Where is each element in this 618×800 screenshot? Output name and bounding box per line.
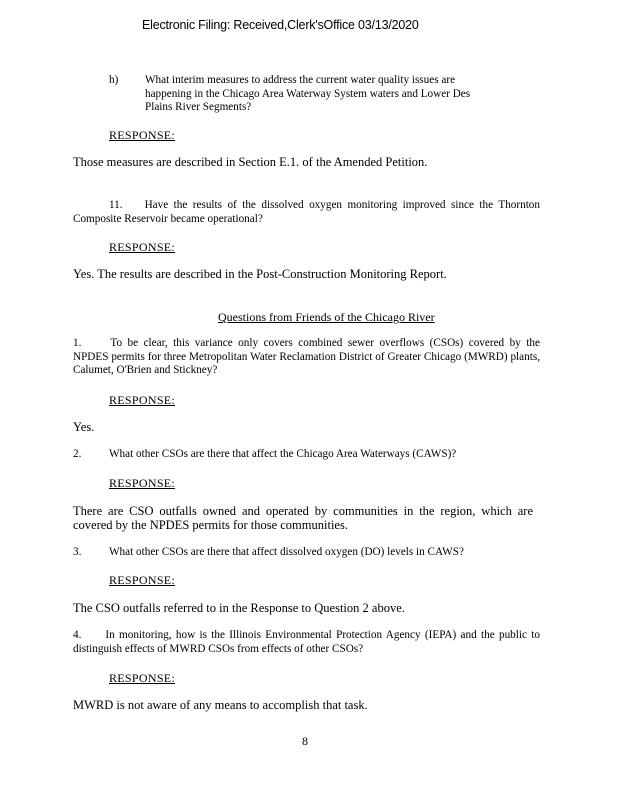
question-3-number: 3. [73, 546, 82, 558]
question-h-label: h) [109, 74, 119, 86]
response-label-1: RESPONSE: [109, 393, 176, 407]
question-2-number: 2. [73, 448, 82, 460]
question-h [109, 74, 509, 115]
section-title: Questions from Friends of the Chicago River [218, 310, 435, 324]
question-11-text: Have the results of the dissolved oxygen monitoring improved since the Thornton Composite Reservoir became operational? [73, 199, 540, 225]
question-1-text: To be clear, this variance only covers combined sewer overflows (CSOs) covered by the NPDES permits for three Metropolitan Water Reclamation District of Greater Chicago (MWRD) plants, Calumet, O'Brien and Stickney? [73, 337, 540, 376]
answer-h: Those measures are described in Section E.1. of the Amended Petition. [73, 155, 428, 169]
question-4-text: In monitoring, how is the Illinois Environmental Protection Agency (IEPA) and the public to distinguish effects of MWRD CSOs from effects of other CSOs? [73, 629, 540, 655]
question-11 [73, 199, 540, 226]
answer-3: The CSO outfalls referred to in the Response to Question 2 above. [73, 601, 405, 615]
question-4 [73, 629, 540, 656]
question-2-text: What other CSOs are there that affect the Chicago Area Waterways (CAWS)? [109, 448, 457, 460]
page-number: 8 [302, 734, 308, 748]
response-label-4: RESPONSE: [109, 671, 176, 685]
response-label-2: RESPONSE: [109, 476, 176, 490]
answer-4: MWRD is not aware of any means to accomplish that task. [73, 698, 368, 712]
question-4-number: 4. [73, 629, 82, 641]
response-label-h: RESPONSE: [109, 128, 176, 142]
answer-11: Yes. The results are described in the Post-Construction Monitoring Report. [73, 267, 447, 281]
response-label-11: RESPONSE: [109, 240, 176, 254]
question-1-number: 1. [73, 337, 82, 349]
answer-2: There are CSO outfalls owned and operated by communities in the region, which are covered by the NPDES permits for those communities. [73, 504, 533, 532]
electronic-filing-header: Electronic Filing: Received,Clerk'sOffice 03/13/2020 [142, 18, 419, 32]
question-1 [73, 337, 540, 378]
answer-1: Yes. [73, 420, 95, 434]
question-h-text: What interim measures to address the current water quality issues are happening in the Chicago Area Waterway System waters and Lower Des Plains River Segments? [145, 74, 471, 113]
question-11-number: 11. [109, 199, 123, 211]
response-label-3: RESPONSE: [109, 573, 176, 587]
question-3-text: What other CSOs are there that affect dissolved oxygen (DO) levels in CAWS? [109, 546, 464, 558]
